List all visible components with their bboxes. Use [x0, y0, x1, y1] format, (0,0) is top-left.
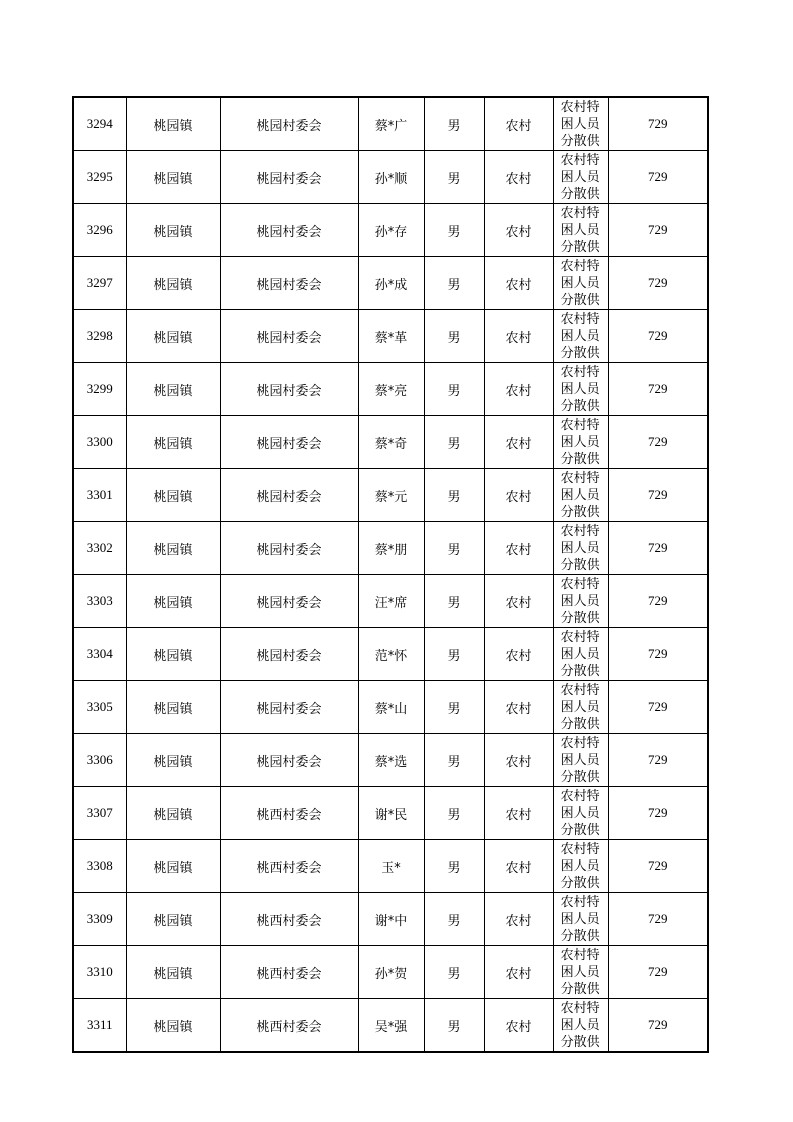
table-row	[73, 734, 708, 787]
cell-gender: 男	[424, 946, 484, 999]
cell-amount: 729	[608, 416, 708, 469]
cell-area-type: 农村	[484, 628, 553, 681]
cell-serial-number: 3301	[73, 469, 126, 522]
cell-serial-number: 3307	[73, 787, 126, 840]
assistance-category-text: 农村特困人员分散供	[560, 206, 600, 255]
table-row	[73, 681, 708, 734]
cell-person-name: 孙*贺	[358, 946, 424, 999]
cell-village-committee: 桃园村委会	[220, 151, 358, 204]
cell-assistance-category	[553, 363, 608, 416]
assistance-category-text: 农村特困人员分散供	[560, 524, 600, 573]
cell-area-type: 农村	[484, 97, 553, 151]
cell-amount: 729	[608, 363, 708, 416]
cell-assistance-category	[553, 999, 608, 1053]
cell-serial-number: 3303	[73, 575, 126, 628]
table-row	[73, 416, 708, 469]
cell-town: 桃园镇	[126, 151, 220, 204]
assistance-category-text: 农村特困人员分散供	[560, 895, 600, 944]
cell-village-committee: 桃西村委会	[220, 893, 358, 946]
cell-area-type: 农村	[484, 204, 553, 257]
cell-village-committee: 桃园村委会	[220, 310, 358, 363]
table-row	[73, 522, 708, 575]
cell-area-type: 农村	[484, 999, 553, 1053]
cell-gender: 男	[424, 893, 484, 946]
table-row	[73, 363, 708, 416]
cell-gender: 男	[424, 522, 484, 575]
cell-gender: 男	[424, 787, 484, 840]
cell-gender: 男	[424, 575, 484, 628]
table-row	[73, 151, 708, 204]
cell-gender: 男	[424, 469, 484, 522]
cell-town: 桃园镇	[126, 97, 220, 151]
cell-amount: 729	[608, 681, 708, 734]
cell-area-type: 农村	[484, 363, 553, 416]
cell-assistance-category	[553, 416, 608, 469]
table-row	[73, 946, 708, 999]
cell-amount: 729	[608, 893, 708, 946]
assistance-category-text: 农村特困人员分散供	[560, 153, 600, 202]
cell-person-name: 孙*顺	[358, 151, 424, 204]
cell-amount: 729	[608, 787, 708, 840]
assistance-category-text: 农村特困人员分散供	[560, 312, 600, 361]
cell-person-name: 蔡*奇	[358, 416, 424, 469]
cell-village-committee: 桃园村委会	[220, 363, 358, 416]
cell-town: 桃园镇	[126, 575, 220, 628]
cell-gender: 男	[424, 204, 484, 257]
cell-town: 桃园镇	[126, 893, 220, 946]
table-row	[73, 469, 708, 522]
cell-area-type: 农村	[484, 840, 553, 893]
cell-serial-number: 3305	[73, 681, 126, 734]
cell-person-name: 孙*成	[358, 257, 424, 310]
cell-village-committee: 桃西村委会	[220, 946, 358, 999]
cell-person-name: 孙*存	[358, 204, 424, 257]
cell-gender: 男	[424, 257, 484, 310]
assistance-category-text: 农村特困人员分散供	[560, 948, 600, 997]
cell-gender: 男	[424, 310, 484, 363]
cell-town: 桃园镇	[126, 681, 220, 734]
cell-assistance-category	[553, 787, 608, 840]
cell-serial-number: 3300	[73, 416, 126, 469]
cell-serial-number: 3306	[73, 734, 126, 787]
cell-amount: 729	[608, 628, 708, 681]
cell-town: 桃园镇	[126, 257, 220, 310]
table-row	[73, 310, 708, 363]
cell-area-type: 农村	[484, 893, 553, 946]
cell-assistance-category	[553, 628, 608, 681]
assistance-category-text: 农村特困人员分散供	[560, 577, 600, 626]
cell-town: 桃园镇	[126, 204, 220, 257]
cell-assistance-category	[553, 575, 608, 628]
cell-serial-number: 3294	[73, 97, 126, 151]
cell-village-committee: 桃园村委会	[220, 522, 358, 575]
cell-town: 桃园镇	[126, 840, 220, 893]
table-row	[73, 97, 708, 151]
assistance-category-text: 农村特困人员分散供	[560, 100, 600, 149]
assistance-category-text: 农村特困人员分散供	[560, 471, 600, 520]
cell-serial-number: 3297	[73, 257, 126, 310]
cell-area-type: 农村	[484, 575, 553, 628]
cell-town: 桃园镇	[126, 628, 220, 681]
table-row	[73, 893, 708, 946]
cell-gender: 男	[424, 97, 484, 151]
cell-town: 桃园镇	[126, 522, 220, 575]
cell-person-name: 玉*	[358, 840, 424, 893]
cell-assistance-category	[553, 893, 608, 946]
cell-amount: 729	[608, 97, 708, 151]
cell-serial-number: 3299	[73, 363, 126, 416]
cell-village-committee: 桃西村委会	[220, 787, 358, 840]
cell-village-committee: 桃园村委会	[220, 734, 358, 787]
cell-area-type: 农村	[484, 734, 553, 787]
cell-amount: 729	[608, 999, 708, 1053]
cell-serial-number: 3295	[73, 151, 126, 204]
cell-gender: 男	[424, 363, 484, 416]
cell-area-type: 农村	[484, 310, 553, 363]
cell-amount: 729	[608, 151, 708, 204]
cell-person-name: 蔡*亮	[358, 363, 424, 416]
assistance-category-text: 农村特困人员分散供	[560, 789, 600, 838]
assistance-category-text: 农村特困人员分散供	[560, 736, 600, 785]
assistance-category-text: 农村特困人员分散供	[560, 418, 600, 467]
cell-assistance-category	[553, 946, 608, 999]
table-row	[73, 575, 708, 628]
table-row	[73, 840, 708, 893]
cell-serial-number: 3302	[73, 522, 126, 575]
cell-town: 桃园镇	[126, 363, 220, 416]
cell-town: 桃园镇	[126, 999, 220, 1053]
cell-person-name: 吴*强	[358, 999, 424, 1053]
cell-serial-number: 3310	[73, 946, 126, 999]
cell-area-type: 农村	[484, 416, 553, 469]
cell-person-name: 谢*民	[358, 787, 424, 840]
cell-village-committee: 桃园村委会	[220, 97, 358, 151]
assistance-category-text: 农村特困人员分散供	[560, 683, 600, 732]
cell-serial-number: 3304	[73, 628, 126, 681]
cell-amount: 729	[608, 734, 708, 787]
cell-village-committee: 桃西村委会	[220, 999, 358, 1053]
cell-village-committee: 桃园村委会	[220, 681, 358, 734]
cell-person-name: 汪*席	[358, 575, 424, 628]
table-row	[73, 257, 708, 310]
cell-amount: 729	[608, 522, 708, 575]
table-row	[73, 999, 708, 1053]
cell-gender: 男	[424, 734, 484, 787]
cell-area-type: 农村	[484, 151, 553, 204]
cell-area-type: 农村	[484, 946, 553, 999]
cell-assistance-category	[553, 204, 608, 257]
cell-area-type: 农村	[484, 522, 553, 575]
cell-serial-number: 3311	[73, 999, 126, 1053]
cell-assistance-category	[553, 681, 608, 734]
cell-village-committee: 桃园村委会	[220, 416, 358, 469]
assistance-category-text: 农村特困人员分散供	[560, 842, 600, 891]
cell-person-name: 蔡*朋	[358, 522, 424, 575]
cell-serial-number: 3298	[73, 310, 126, 363]
cell-area-type: 农村	[484, 257, 553, 310]
cell-serial-number: 3309	[73, 893, 126, 946]
cell-person-name: 蔡*广	[358, 97, 424, 151]
table-body	[73, 97, 708, 1052]
assistance-category-text: 农村特困人员分散供	[560, 365, 600, 414]
cell-amount: 729	[608, 310, 708, 363]
cell-person-name: 蔡*元	[358, 469, 424, 522]
cell-amount: 729	[608, 257, 708, 310]
table-row	[73, 204, 708, 257]
cell-serial-number: 3296	[73, 204, 126, 257]
cell-assistance-category	[553, 840, 608, 893]
cell-town: 桃园镇	[126, 787, 220, 840]
cell-amount: 729	[608, 204, 708, 257]
table-row	[73, 787, 708, 840]
cell-person-name: 谢*中	[358, 893, 424, 946]
cell-town: 桃园镇	[126, 946, 220, 999]
cell-area-type: 农村	[484, 469, 553, 522]
cell-town: 桃园镇	[126, 734, 220, 787]
cell-gender: 男	[424, 416, 484, 469]
cell-gender: 男	[424, 999, 484, 1053]
cell-town: 桃园镇	[126, 310, 220, 363]
cell-town: 桃园镇	[126, 416, 220, 469]
cell-person-name: 蔡*山	[358, 681, 424, 734]
cell-gender: 男	[424, 628, 484, 681]
cell-assistance-category	[553, 97, 608, 151]
cell-person-name: 蔡*选	[358, 734, 424, 787]
assistance-category-text: 农村特困人员分散供	[560, 259, 600, 308]
cell-person-name: 蔡*革	[358, 310, 424, 363]
cell-assistance-category	[553, 310, 608, 363]
cell-assistance-category	[553, 734, 608, 787]
cell-village-committee: 桃园村委会	[220, 204, 358, 257]
cell-village-committee: 桃园村委会	[220, 257, 358, 310]
cell-amount: 729	[608, 946, 708, 999]
assistance-category-text: 农村特困人员分散供	[560, 630, 600, 679]
cell-town: 桃园镇	[126, 469, 220, 522]
cell-village-committee: 桃西村委会	[220, 840, 358, 893]
cell-area-type: 农村	[484, 681, 553, 734]
cell-amount: 729	[608, 469, 708, 522]
cell-amount: 729	[608, 840, 708, 893]
cell-assistance-category	[553, 257, 608, 310]
recipient-table	[72, 96, 709, 1053]
cell-assistance-category	[553, 151, 608, 204]
cell-gender: 男	[424, 840, 484, 893]
cell-assistance-category	[553, 522, 608, 575]
cell-village-committee: 桃园村委会	[220, 575, 358, 628]
cell-village-committee: 桃园村委会	[220, 469, 358, 522]
cell-person-name: 范*怀	[358, 628, 424, 681]
cell-gender: 男	[424, 681, 484, 734]
cell-assistance-category	[553, 469, 608, 522]
cell-serial-number: 3308	[73, 840, 126, 893]
cell-village-committee: 桃园村委会	[220, 628, 358, 681]
cell-gender: 男	[424, 151, 484, 204]
cell-area-type: 农村	[484, 787, 553, 840]
table-row	[73, 628, 708, 681]
cell-amount: 729	[608, 575, 708, 628]
assistance-category-text: 农村特困人员分散供	[560, 1001, 600, 1050]
